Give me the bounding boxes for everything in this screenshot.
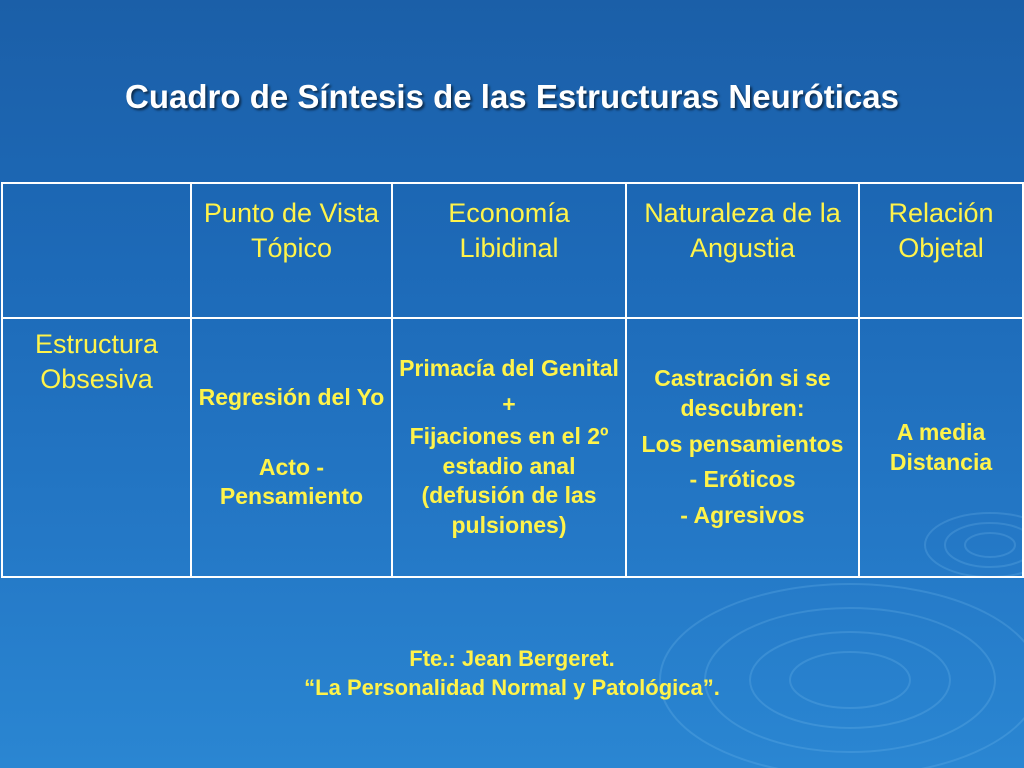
source-line-2: “La Personalidad Normal y Patológica”. xyxy=(304,674,720,700)
angustia-line-1: Castración si se descubren: xyxy=(654,364,831,421)
economia-line-3: Fijaciones en el 2º estadio anal (defusión de las pulsiones) xyxy=(409,422,609,539)
header-topico: Punto de Vista Tópico xyxy=(191,183,392,318)
topico-line-1: Regresión del Yo xyxy=(198,383,385,410)
header-empty xyxy=(2,183,191,318)
economia-line-1: Primacía del Genital xyxy=(399,354,619,381)
angustia-line-3: - Eróticos xyxy=(689,466,796,493)
table-row xyxy=(2,318,1023,577)
angustia-line-4: - Agresivos xyxy=(680,502,805,529)
source-line-1: Fte.: Jean Bergeret. xyxy=(409,646,615,671)
header-angustia: Naturaleza de la Angustia xyxy=(626,183,859,318)
source-citation xyxy=(0,645,1024,702)
header-relacion: Relación Objetal xyxy=(859,183,1023,318)
cell-topico xyxy=(191,318,392,577)
header-economia: Economía Libidinal xyxy=(392,183,626,318)
synthesis-table xyxy=(1,182,1024,578)
slide-title: Cuadro de Síntesis de las Estructuras Neuróticas xyxy=(125,78,899,115)
cell-economia xyxy=(392,318,626,577)
topico-line-2: Acto - Pensamiento xyxy=(219,453,364,510)
header-row xyxy=(2,183,1023,318)
row-label: Estructura Obsesiva xyxy=(2,318,191,577)
cell-angustia xyxy=(626,318,859,577)
cell-relacion: A media Distancia xyxy=(859,318,1023,577)
angustia-line-2: Los pensamientos xyxy=(641,430,844,457)
economia-line-2: + xyxy=(502,390,516,417)
